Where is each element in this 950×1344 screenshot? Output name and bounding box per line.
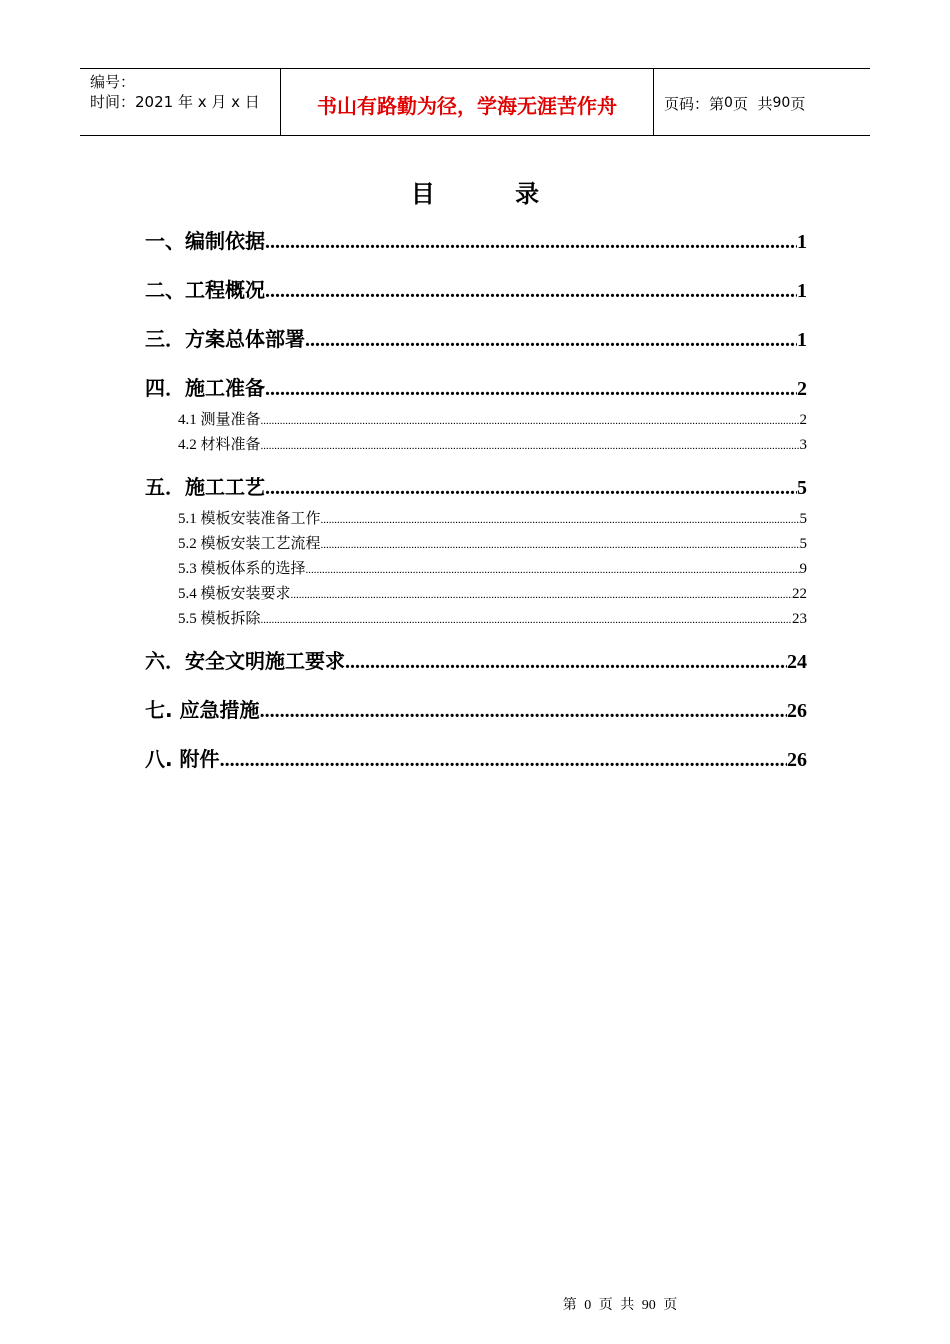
toc-entry-page: 2 xyxy=(797,378,807,400)
toc-entry[interactable] xyxy=(145,369,807,408)
toc-leader-dots xyxy=(291,583,792,607)
page-total: 90 xyxy=(772,95,791,111)
toc-leader-dots xyxy=(305,321,797,359)
page-label-prefix: 页码：第 xyxy=(664,94,725,113)
toc-leader-dots xyxy=(306,558,800,582)
toc-leader-dots xyxy=(265,469,797,507)
toc-entry[interactable] xyxy=(145,222,807,261)
toc-entry-page: 26 xyxy=(787,700,807,722)
toc-subsection-group xyxy=(145,408,807,458)
toc-subentry-page: 2 xyxy=(799,412,807,428)
toc-entry[interactable] xyxy=(145,691,807,730)
toc-subentry-page: 5 xyxy=(799,536,807,552)
toc-leader-dots xyxy=(321,533,800,557)
page-current: 0 xyxy=(724,95,733,111)
toc-subentry-label: 5.4 模板安装要求 xyxy=(178,586,291,602)
toc-leader-dots xyxy=(345,643,787,681)
toc-subentry[interactable] xyxy=(178,557,807,582)
toc-subentry-page: 9 xyxy=(799,561,807,577)
toc-subentry-label: 4.1 测量准备 xyxy=(178,412,261,428)
toc-subentry[interactable] xyxy=(178,532,807,557)
toc-subentry[interactable] xyxy=(178,507,807,532)
toc-subentry-label: 5.1 模板安装准备工作 xyxy=(178,511,321,527)
toc-entry[interactable] xyxy=(145,271,807,310)
toc-entry-label: 三．方案总体部署 xyxy=(145,327,305,351)
toc-leader-dots xyxy=(321,508,800,532)
toc-subsection-group xyxy=(145,507,807,632)
toc-entry-page: 1 xyxy=(797,280,807,302)
toc-subentry-page: 22 xyxy=(792,586,807,602)
toc-entry-label: 一、编制依据 xyxy=(145,229,265,253)
toc-entry[interactable] xyxy=(145,740,807,779)
toc-entry-page: 24 xyxy=(787,651,807,673)
toc-entry-label: 七. 应急措施 xyxy=(145,698,260,722)
toc-entry-page: 1 xyxy=(797,329,807,351)
toc-entry[interactable] xyxy=(145,468,807,507)
toc-leader-dots xyxy=(220,741,787,779)
toc-entry[interactable] xyxy=(145,642,807,681)
toc-subentry-page: 3 xyxy=(799,437,807,453)
header-page-info xyxy=(654,69,870,135)
document-number-label: 编号： xyxy=(90,73,136,91)
toc-leader-dots xyxy=(265,370,797,408)
toc-entry-page: 1 xyxy=(797,231,807,253)
header-meta xyxy=(80,69,281,135)
toc-leader-dots xyxy=(261,434,800,458)
toc-title: 目 录 xyxy=(410,180,576,208)
toc-entry-page: 5 xyxy=(797,477,807,499)
toc-leader-dots xyxy=(265,223,797,261)
toc-subentry-label: 5.3 模板体系的选择 xyxy=(178,561,306,577)
toc-entry-label: 八. 附件 xyxy=(145,747,220,771)
page-header xyxy=(80,68,870,136)
toc-entry-label: 二、工程概况 xyxy=(145,278,265,302)
toc-entry[interactable] xyxy=(145,320,807,359)
toc-subentry[interactable] xyxy=(178,433,807,458)
toc-leader-dots xyxy=(261,608,792,632)
toc-subentry[interactable] xyxy=(178,582,807,607)
toc-entry-label: 四．施工准备 xyxy=(145,376,265,400)
toc-entry-page: 26 xyxy=(787,749,807,771)
toc-subentry-label: 5.5 模板拆除 xyxy=(178,611,261,627)
page-label-suffix: 页 xyxy=(790,94,806,113)
toc-subentry[interactable] xyxy=(178,607,807,632)
header-motto: 书山有路勤为径，学海无涯苦作舟 xyxy=(281,69,654,135)
toc-subentry-label: 5.2 模板安装工艺流程 xyxy=(178,536,321,552)
toc-subentry-page: 5 xyxy=(799,511,807,527)
page-footer: 第 0 页 共 90 页 xyxy=(562,1298,678,1313)
toc-subentry-page: 23 xyxy=(792,611,807,627)
table-of-contents xyxy=(145,222,807,789)
document-date: 时间：2021 年 x 月 x 日 xyxy=(90,93,260,111)
toc-leader-dots xyxy=(260,692,787,730)
toc-subentry-label: 4.2 材料准备 xyxy=(178,437,261,453)
toc-leader-dots xyxy=(261,409,800,433)
toc-leader-dots xyxy=(265,272,797,310)
toc-entry-label: 六．安全文明施工要求 xyxy=(145,649,345,673)
toc-subentry[interactable] xyxy=(178,408,807,433)
toc-entry-label: 五．施工工艺 xyxy=(145,475,265,499)
page-label-mid: 页 共 xyxy=(732,94,773,113)
